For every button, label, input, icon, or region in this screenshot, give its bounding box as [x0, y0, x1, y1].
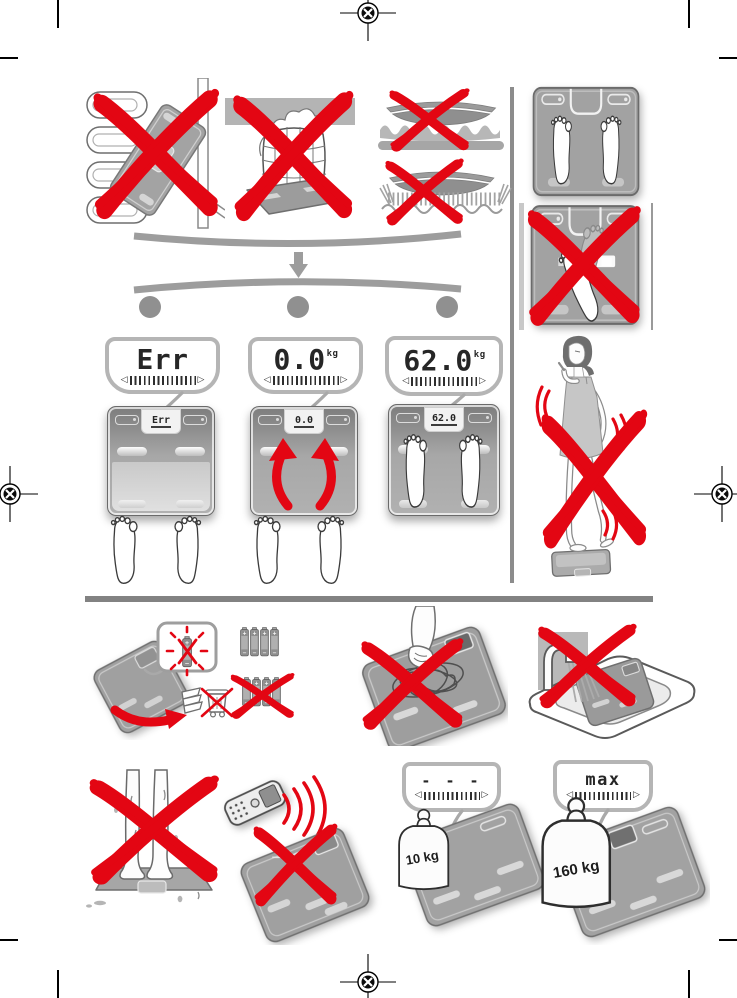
- display-callout-error: [105, 337, 220, 394]
- segment-ticks: [130, 376, 196, 385]
- segment-ticks: [424, 792, 480, 800]
- prohibition-cross-icon: [386, 84, 474, 156]
- thin-rule: [651, 203, 653, 330]
- used-batteries-icon: [182, 688, 202, 713]
- battery-replacement-illustration: [75, 610, 310, 740]
- segment-ticks: [411, 377, 477, 386]
- crop-tick: [688, 0, 690, 28]
- weight-10kg: [399, 810, 448, 890]
- mini-display-value: Err: [151, 415, 171, 429]
- feet-on-scale-icon: [401, 432, 485, 510]
- scale-front-step-on: [250, 406, 358, 516]
- display-value: max: [585, 770, 621, 790]
- display-segment-bar: [264, 376, 348, 385]
- mini-display-value: 0.0: [294, 415, 314, 429]
- prohibition-cross-icon: [537, 400, 653, 558]
- segment-left-arrow-icon: ◁: [566, 790, 573, 800]
- scale-mini-display: [424, 407, 464, 432]
- crop-tick: [0, 939, 18, 941]
- flat-floor-diagram: [130, 228, 465, 320]
- segment-right-arrow-icon: ▷: [340, 375, 348, 385]
- prohibition-cross-icon: [382, 154, 468, 230]
- display-segment-bar: [121, 376, 205, 385]
- scale-mini-display: [141, 409, 181, 434]
- underload-illustration: [385, 800, 560, 940]
- scale-button-slot: [396, 413, 420, 423]
- correct-foot-placement-illustration: [531, 85, 641, 198]
- crop-tick: [719, 939, 737, 941]
- scale-button-slot: [115, 415, 139, 425]
- scale-button-slot: [183, 415, 207, 425]
- crop-tick: [0, 57, 18, 59]
- segment-right-arrow-icon: ▷: [633, 790, 640, 800]
- feet-icon: [108, 514, 204, 586]
- electrode-slot: [176, 500, 204, 508]
- segment-right-arrow-icon: ▷: [197, 375, 205, 385]
- registration-mark-icon: [0, 466, 38, 522]
- segment-left-arrow-icon: ◁: [263, 375, 271, 385]
- prohibition-cross-icon: [228, 82, 360, 230]
- registration-mark-icon: [694, 466, 737, 522]
- segment-left-arrow-icon: ◁: [120, 375, 128, 385]
- electrode-slot: [118, 500, 146, 508]
- scale-button-slot: [326, 415, 350, 425]
- registration-mark-icon: [340, 0, 396, 41]
- display-value: Err: [136, 343, 189, 376]
- weight-label: 160 kg: [551, 857, 601, 882]
- electrode-slot: [175, 447, 205, 456]
- scale-front-error: [107, 406, 215, 516]
- display-segment-bar: [402, 377, 486, 386]
- prohibition-cross-icon: [250, 818, 342, 912]
- crop-tick: [57, 970, 59, 998]
- prohibition-cross-icon: [534, 618, 642, 714]
- display-value: $62.0^{kg}$: [403, 343, 486, 377]
- segment-ticks: [273, 376, 339, 385]
- segment-right-arrow-icon: ▷: [479, 375, 486, 386]
- crop-tick: [688, 970, 690, 998]
- display-segment-bar: [415, 791, 489, 800]
- prohibition-cross-icon: [84, 768, 226, 892]
- electrode-slot: [117, 447, 147, 456]
- trash-bin-icon: [202, 689, 232, 717]
- scale-button-slot: [468, 413, 492, 423]
- display-unit: kg: [326, 349, 339, 359]
- wrong-batteries-icon: [233, 675, 293, 716]
- display-unit: kg: [473, 349, 486, 360]
- weight-160kg: [543, 798, 610, 907]
- prohibition-cross-icon: [357, 632, 469, 736]
- scale-mini-display: [284, 409, 324, 434]
- display-value: - - -: [421, 772, 482, 790]
- segment-left-arrow-icon: ◁: [402, 375, 409, 386]
- step-on-arrows-icon: [256, 435, 352, 511]
- overload-illustration: [535, 790, 710, 945]
- display-callout-zero: [248, 337, 363, 394]
- scale-front-weighing: [388, 404, 500, 516]
- mini-display-value: 62.0: [431, 413, 457, 427]
- feet-icon: [251, 514, 347, 586]
- registration-mark-icon: [340, 954, 396, 998]
- segment-left-arrow-icon: ◁: [414, 790, 422, 800]
- crop-tick: [719, 57, 737, 59]
- segment-right-arrow-icon: ▷: [481, 790, 489, 800]
- crop-tick: [57, 0, 59, 28]
- scale-button-slot: [258, 415, 282, 425]
- prohibition-cross-icon: [523, 198, 647, 334]
- display-value: $0.0^{kg}$: [273, 343, 339, 376]
- section-divider: [85, 596, 653, 602]
- weight-label: 10 kg: [404, 847, 440, 868]
- prohibition-cross-icon: [88, 80, 226, 228]
- display-callout-weight: [385, 336, 503, 396]
- new-batteries-icon: [241, 628, 279, 657]
